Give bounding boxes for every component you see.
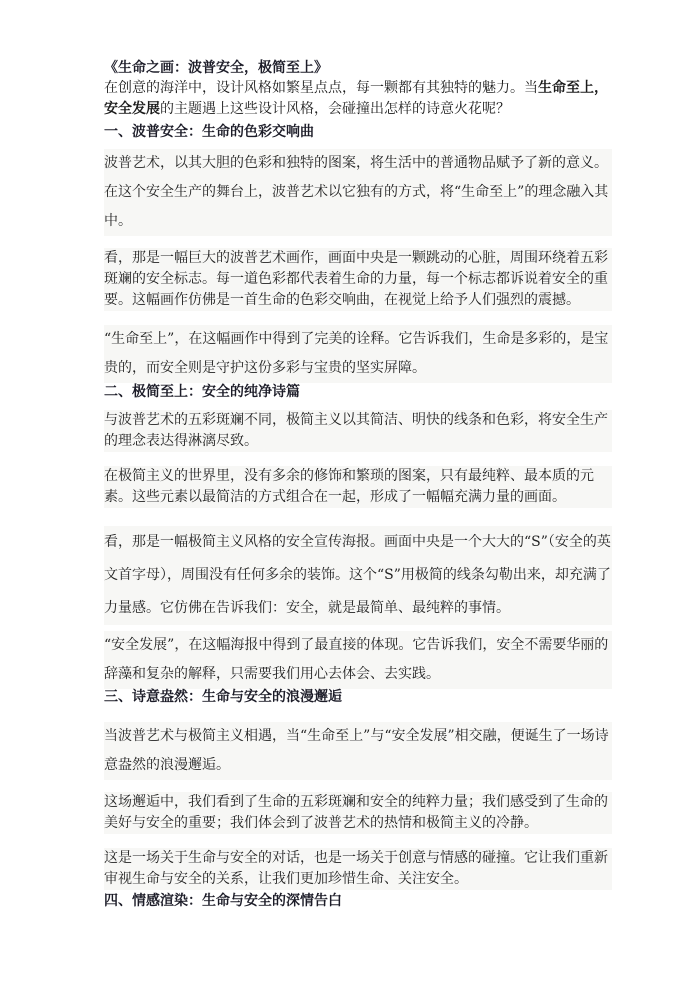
section-3-paragraph-3: 这是一场关于生命与安全的对话，也是一场关于创意与情感的碰撞。它让我们重新审视生命与安全的关系，让我们更加珍惜生命、关注安全。 xyxy=(104,848,612,890)
section-2-paragraph-1: 与波普艺术的五彩斑斓不同，极简主义以其简洁、明快的线条和色彩，将安全生产的理念表达得淋漓尽致。 xyxy=(104,410,612,452)
section-1-paragraph-1: 波普艺术，以其大胆的色彩和独特的图案，将生活中的普通物品赋予了新的意义。在这个安全生产的舞台上，波普艺术以它独有的方式，将“生命至上”的理念融入其中。 xyxy=(104,149,612,236)
section-3-paragraph-1: 当波普艺术与极简主义相遇，当“生命至上”与“安全发展”相交融，便诞生了一场诗意盎然的浪漫邂逅。 xyxy=(104,722,612,780)
intro-bold-theme: 生命至上，安全发展 xyxy=(104,80,608,117)
section-2-paragraph-2: 在极简主义的世界里，没有多余的修饰和繁琐的图案，只有最纯粹、最本质的元素。这些元素以最简洁的方式组合在一起，形成了一幅幅充满力量的画面。 xyxy=(104,466,612,508)
section-2-paragraph-4: “安全发展”，在这幅海报中得到了最直接的体现。它告诉我们，安全不需要华丽的辞藻和复杂的解释，只需要我们用心去体会、去实践。 xyxy=(104,631,612,689)
section-2-paragraph-3: 看，那是一幅极简主义风格的安全宣传海报。画面中央是一个大大的“S”（安全的英文首字母），周围没有任何多余的装饰。这个“S”用极简的线条勾勒出来，却充满了力量感。它仿佛在告诉我们：安全，就是最简单、最纯粹的事情。 xyxy=(104,526,612,625)
document-title: 《生命之画：波普安全，极简至上》 xyxy=(104,60,328,76)
section-heading-3: 三、诗意盎然：生命与安全的浪漫邂逅 xyxy=(104,689,342,705)
intro-text-1: 在创意的海洋中，设计风格如繁星点点，每一颗都有其独特的魅力。当 xyxy=(104,80,538,96)
section-3-paragraph-2: 这场邂逅中，我们看到了生命的五彩斑斓和安全的纯粹力量；我们感受到了生命的美好与安全的重要；我们体会到了波普艺术的热情和极简主义的冷静。 xyxy=(104,792,612,834)
section-heading-1: 一、波普安全：生命的色彩交响曲 xyxy=(104,124,314,140)
intro-paragraph xyxy=(104,78,612,120)
section-heading-2: 二、极简至上：安全的纯净诗篇 xyxy=(104,384,300,400)
section-heading-4: 四、情感渲染：生命与安全的深情告白 xyxy=(104,893,342,909)
intro-text-2: 的主题遇上这些设计风格，会碰撞出怎样的诗意火花呢？ xyxy=(160,101,510,117)
section-1-paragraph-3: “生命至上”，在这幅画作中得到了完美的诠释。它告诉我们，生命是多彩的，是宝贵的，而安全则是守护这份多彩与宝贵的坚实屏障。 xyxy=(104,325,612,383)
section-1-paragraph-2: 看，那是一幅巨大的波普艺术画作，画面中央是一颗跳动的心脏，周围环绕着五彩斑斓的安全标志。每一道色彩都代表着生命的力量，每一个标志都诉说着安全的重要。这幅画作仿佛是一首生命的色彩交响曲，在视觉上给予人们强烈的震撼。 xyxy=(104,248,612,311)
